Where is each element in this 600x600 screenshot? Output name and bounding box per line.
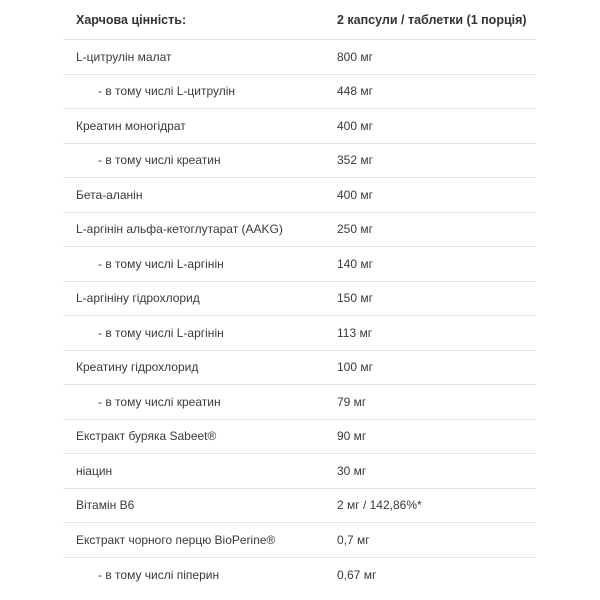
nutrient-amount: 0,7 мг [337, 532, 370, 547]
table-row [63, 523, 536, 558]
nutrient-amount: 800 мг [337, 49, 373, 64]
nutrient-amount: 2 мг / 142,86%* [337, 498, 422, 513]
nutrient-amount: 90 мг [337, 429, 367, 444]
nutrient-amount: 250 мг [337, 222, 373, 237]
nutrient-name: Бета-аланін [76, 187, 143, 202]
nutrient-name: - в тому числі L-аргінін [98, 256, 224, 271]
table-row [63, 385, 536, 420]
table-row [63, 178, 536, 213]
nutrient-name: Вітамін B6 [76, 498, 135, 513]
table-row [63, 558, 536, 593]
table-header [63, 0, 536, 40]
header-value: 2 капсули / таблетки (1 порція) [337, 12, 527, 27]
header-name: Харчова цінність: [76, 12, 187, 27]
nutrient-name: L-цитрулін малат [76, 49, 172, 64]
nutrient-name: Екстракт чорного перцю BioPerine® [76, 532, 276, 547]
table-row [63, 109, 536, 144]
nutrient-name: Креатину гідрохлорид [76, 360, 199, 375]
nutrient-amount: 0,67 мг [337, 567, 377, 582]
nutrient-amount: 140 мг [337, 256, 373, 271]
table-row [63, 144, 536, 179]
table-row [63, 75, 536, 110]
nutrient-amount: 79 мг [337, 394, 367, 409]
nutrition-facts-table [63, 0, 536, 592]
table-body [63, 40, 536, 592]
table-row [63, 316, 536, 351]
nutrient-amount: 400 мг [337, 118, 373, 133]
nutrient-amount: 400 мг [337, 187, 373, 202]
nutrient-amount: 100 мг [337, 360, 373, 375]
table-row [63, 282, 536, 317]
table-row [63, 420, 536, 455]
table-row [63, 351, 536, 386]
table-row [63, 40, 536, 75]
table-row [63, 213, 536, 248]
nutrient-name: Екстракт буряка Sabeet® [76, 429, 217, 444]
nutrient-name: - в тому числі креатин [98, 153, 221, 168]
nutrient-name: - в тому числі піперин [98, 567, 220, 582]
table-row [63, 247, 536, 282]
nutrient-name: ніацин [76, 463, 113, 478]
nutrient-amount: 448 мг [337, 84, 373, 99]
nutrient-amount: 113 мг [337, 325, 373, 340]
nutrient-amount: 352 мг [337, 153, 373, 168]
nutrient-name: Креатин моногідрат [76, 118, 186, 133]
nutrient-name: L-аргінін альфа-кетоглутарат (AAKG) [76, 222, 283, 237]
nutrient-name: - в тому числі L-аргінін [98, 325, 224, 340]
nutrient-amount: 30 мг [337, 463, 367, 478]
nutrient-name: L-аргініну гідрохлорид [76, 291, 200, 306]
nutrient-name: - в тому числі L-цитрулін [98, 84, 236, 99]
table-row [63, 454, 536, 489]
nutrient-name: - в тому числі креатин [98, 394, 221, 409]
table-row [63, 489, 536, 524]
nutrient-amount: 150 мг [337, 291, 373, 306]
